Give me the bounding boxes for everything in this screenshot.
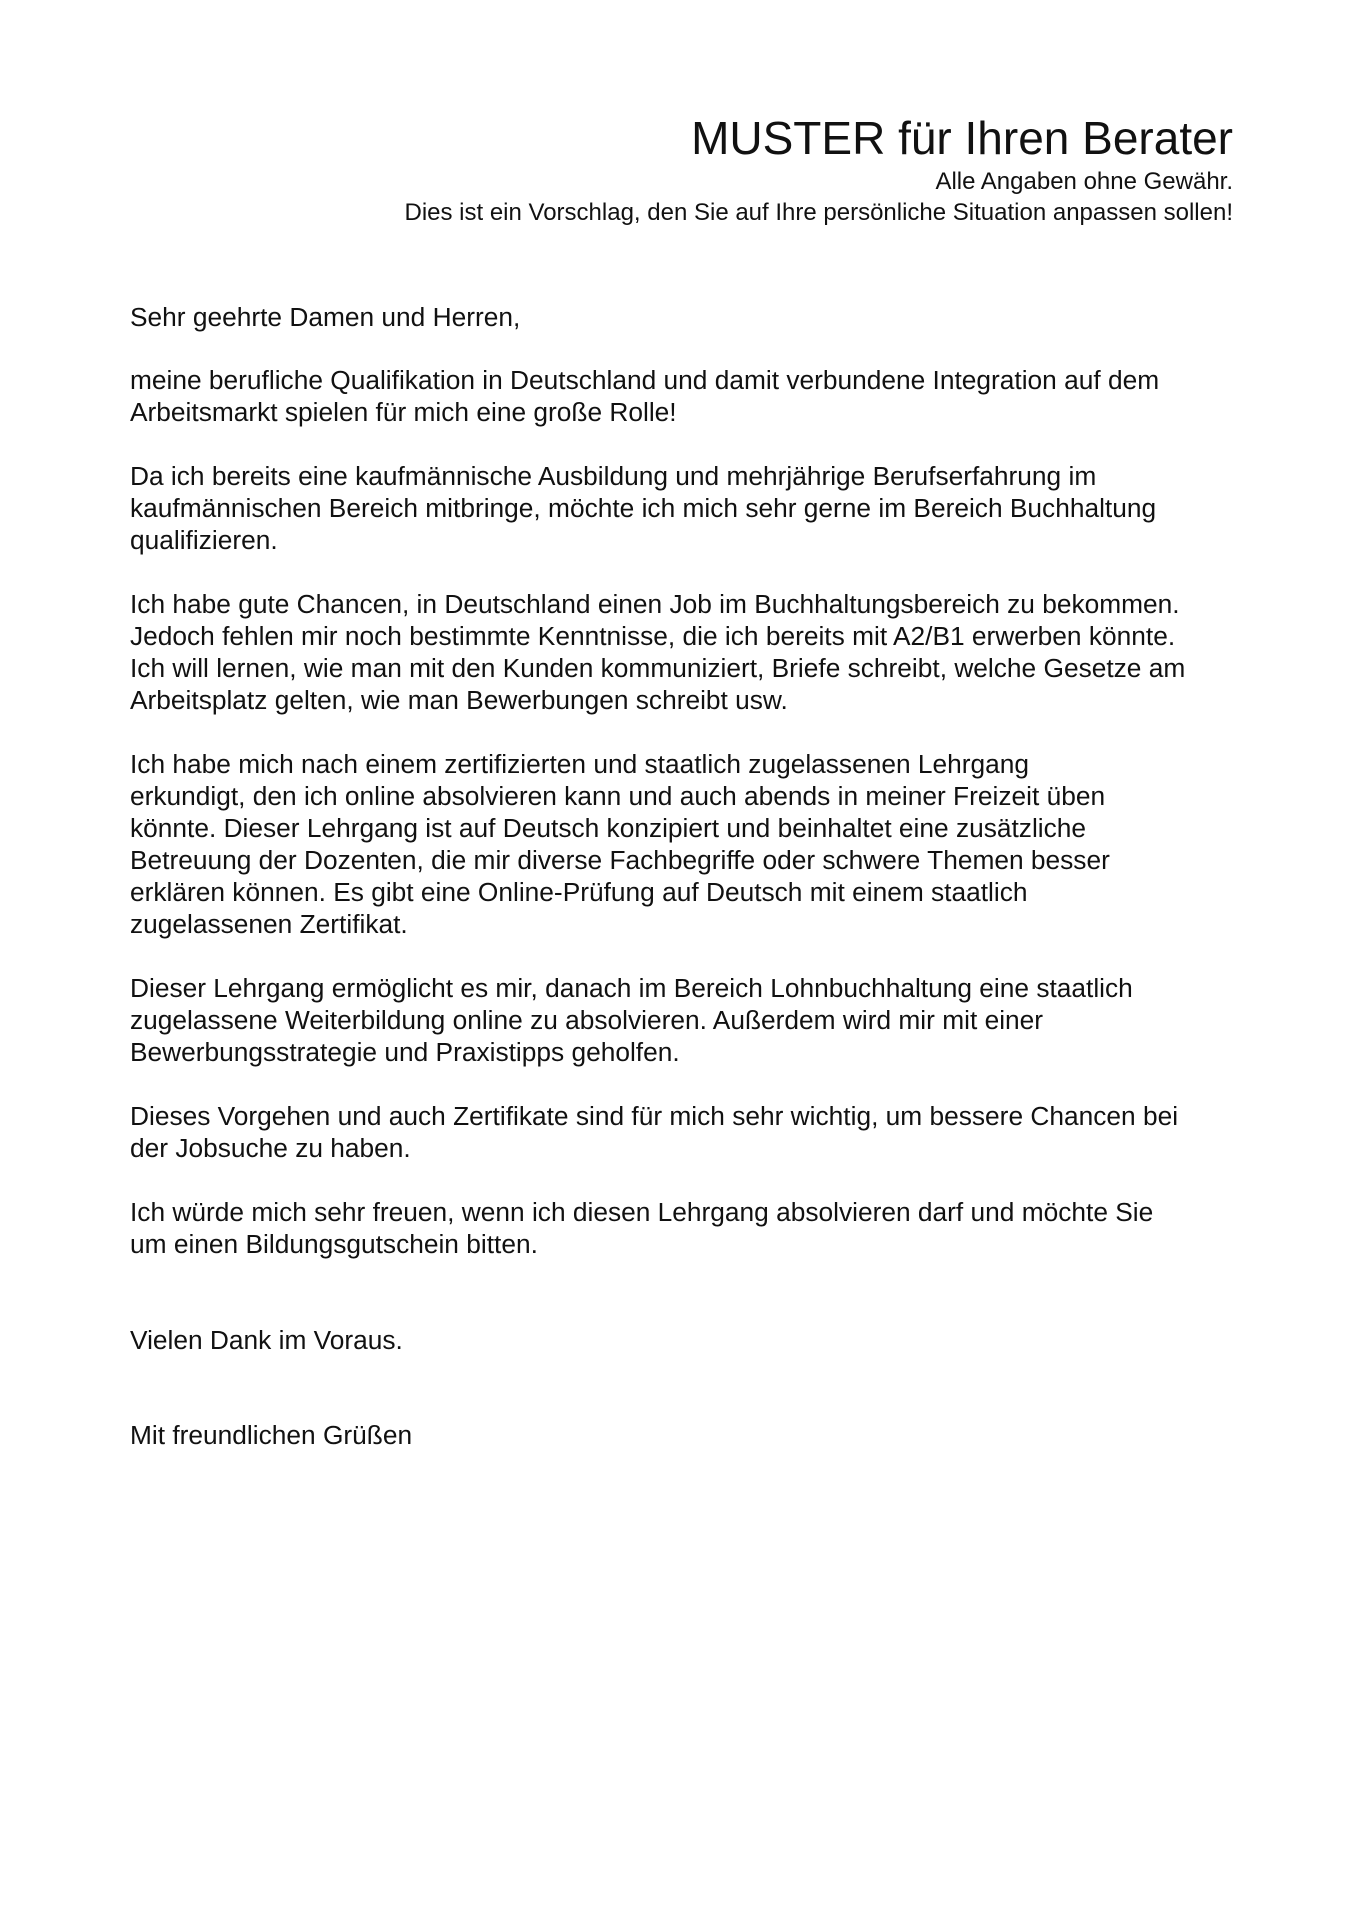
letter-paragraph xyxy=(130,588,1240,716)
paragraph-line: kaufmännischen Bereich mitbringe, möchte ich mich sehr gerne im Bereich Buchhaltung xyxy=(130,493,1157,523)
disclaimer-line: Alle Angaben ohne Gewähr. xyxy=(935,168,1233,195)
paragraph-line: Dieses Vorgehen und auch Zertifikate sind für mich sehr wichtig, um bessere Chancen bei xyxy=(130,1101,1179,1131)
letter-paragraph xyxy=(130,972,1240,1068)
thanks-line: Vielen Dank im Voraus. xyxy=(130,1325,403,1355)
closing-line: Mit freundlichen Grüßen xyxy=(130,1420,413,1450)
paragraph-line: könnte. Dieser Lehrgang ist auf Deutsch konzipiert und beinhaltet eine zusätzliche xyxy=(130,813,1087,843)
paragraph-line: um einen Bildungsgutschein bitten. xyxy=(130,1229,538,1259)
paragraph-line: Ich will lernen, wie man mit den Kunden kommuniziert, Briefe schreibt, welche Gesetze am xyxy=(130,653,1186,683)
paragraph-line: qualifizieren. xyxy=(130,525,278,555)
paragraph-line: Betreuung der Dozenten, die mir diverse Fachbegriffe oder schwere Themen besser xyxy=(130,845,1110,875)
paragraph-line: Arbeitsplatz gelten, wie man Bewerbungen schreibt usw. xyxy=(130,685,788,715)
page-title: MUSTER für Ihren Berater xyxy=(691,112,1233,164)
letter-paragraph xyxy=(130,1196,1240,1260)
paragraph-line: Ich würde mich sehr freuen, wenn ich diesen Lehrgang absolvieren darf und möchte Sie xyxy=(130,1197,1154,1227)
paragraph-line: der Jobsuche zu haben. xyxy=(130,1133,411,1163)
letter-paragraph xyxy=(130,460,1240,556)
adaptation-note: Dies ist ein Vorschlag, den Sie auf Ihre persönliche Situation anpassen sollen! xyxy=(404,199,1233,226)
paragraph-line: Da ich bereits eine kaufmännische Ausbildung und mehrjährige Berufserfahrung im xyxy=(130,461,1097,491)
paragraph-line: erklären können. Es gibt eine Online-Prüfung auf Deutsch mit einem staatlich xyxy=(130,877,1028,907)
paragraph-line: Ich habe gute Chancen, in Deutschland einen Job im Buchhaltungsbereich zu bekommen. xyxy=(130,589,1180,619)
paragraph-line: Arbeitsmarkt spielen für mich eine große Rolle! xyxy=(130,397,677,427)
paragraph-line: Bewerbungsstrategie und Praxistipps geholfen. xyxy=(130,1037,680,1067)
letter-paragraph xyxy=(130,748,1240,940)
salutation: Sehr geehrte Damen und Herren, xyxy=(130,302,521,332)
paragraph-line: erkundigt, den ich online absolvieren kann und auch abends in meiner Freizeit üben xyxy=(130,781,1106,811)
paragraph-line: Dieser Lehrgang ermöglicht es mir, danach im Bereich Lohnbuchhaltung eine staatlich xyxy=(130,973,1133,1003)
paragraph-line: Ich habe mich nach einem zertifizierten und staatlich zugelassenen Lehrgang xyxy=(130,749,1030,779)
letter-paragraph xyxy=(130,1100,1240,1164)
paragraph-list xyxy=(130,364,1240,1260)
paragraph-line: Jedoch fehlen mir noch bestimmte Kenntnisse, die ich bereits mit A2/B1 erwerben könnte. xyxy=(130,621,1176,651)
letter-paragraph xyxy=(130,364,1240,428)
paragraph-line: zugelassene Weiterbildung online zu absolvieren. Außerdem wird mir mit einer xyxy=(130,1005,1044,1035)
template-header xyxy=(404,110,1233,228)
paragraph-line: zugelassenen Zertifikat. xyxy=(130,909,408,939)
paragraph-line: meine berufliche Qualifikation in Deutschland und damit verbundene Integration auf dem xyxy=(130,365,1160,395)
letter-body xyxy=(130,301,1240,1451)
